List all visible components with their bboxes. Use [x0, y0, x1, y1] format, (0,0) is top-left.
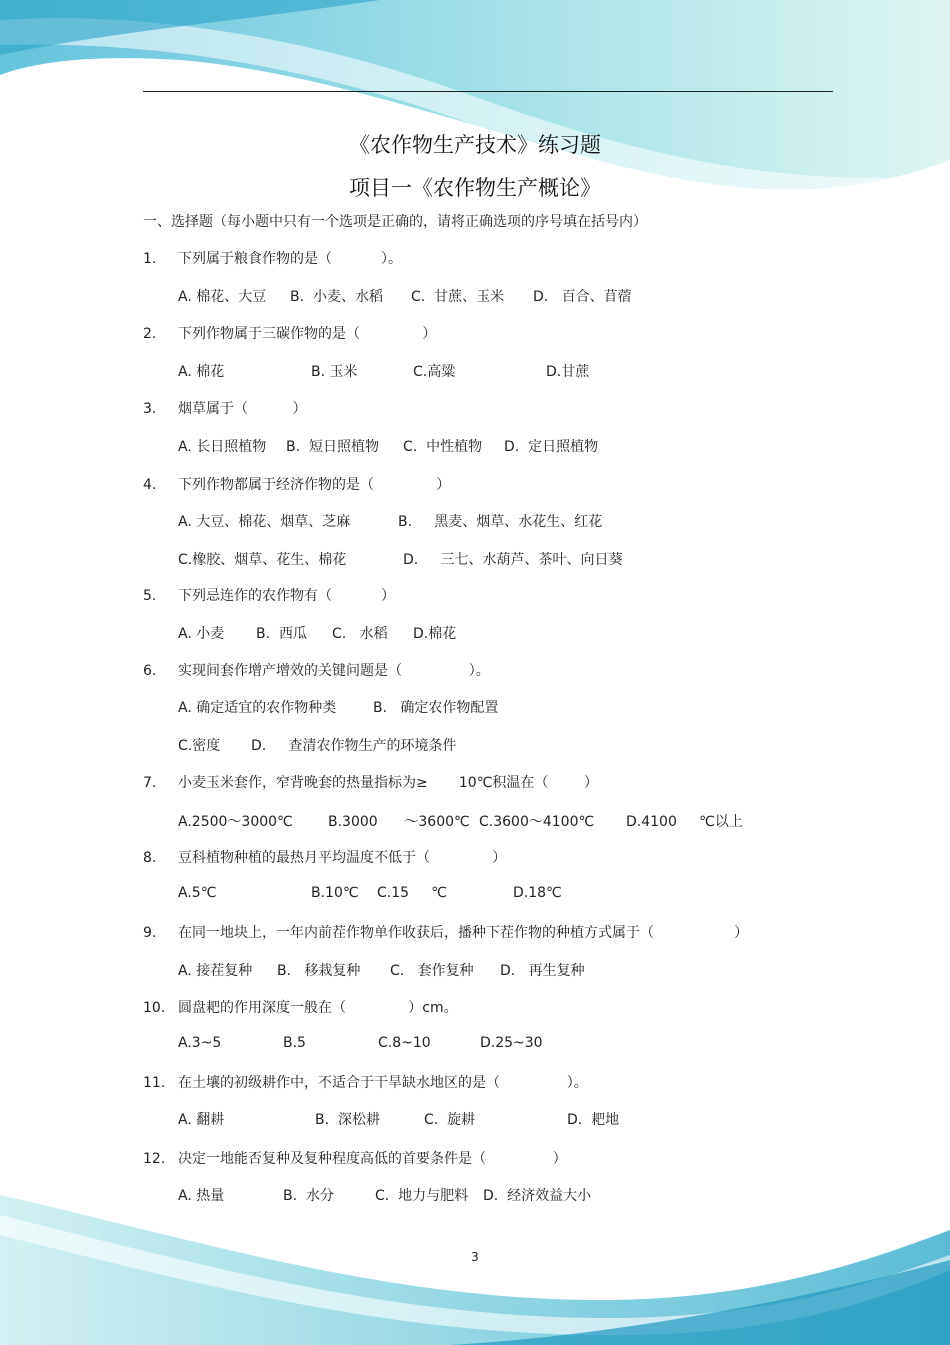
- option-3a: A. 长日照植物: [178, 439, 267, 455]
- option-10a: A.3~5: [178, 1035, 222, 1051]
- option-10b: B.5: [283, 1035, 306, 1051]
- question-number: 10.: [143, 1000, 166, 1016]
- document-subtitle: 项目一《农作物生产概论》: [349, 176, 601, 200]
- question-text: 实现间套作增产增效的关键问题是（ ）。: [178, 663, 490, 679]
- question-number: 7.: [143, 775, 157, 791]
- option-6b: B. 确定农作物配置: [373, 700, 499, 716]
- option-7d: D.4100 ℃以上: [626, 814, 743, 830]
- question-number: 2.: [143, 326, 157, 342]
- option-11a: A. 翻耕: [178, 1112, 225, 1128]
- question-7: [143, 772, 598, 792]
- question-number: 5.: [143, 588, 157, 604]
- question-number: 11.: [143, 1075, 166, 1091]
- document-title: 《农作物生产技术》练习题: [349, 133, 601, 157]
- option-5b: B. 西瓜: [256, 626, 307, 642]
- option-4b: B. 黑麦、烟草、水花生、红花: [398, 514, 603, 530]
- option-5c: C. 水稻: [332, 626, 388, 642]
- option-3d: D. 定日照植物: [504, 439, 599, 455]
- question-text: 豆科植物种植的最热月平均温度不低于（ ）: [178, 850, 507, 866]
- option-6a: A. 确定适宜的农作物种类: [178, 700, 337, 716]
- option-8a: A.5℃: [178, 885, 217, 901]
- option-8b: B.10℃: [311, 885, 359, 901]
- option-8c: C.15 ℃: [377, 885, 448, 901]
- question-text: 下列忌连作的农作物有（ ）: [178, 588, 395, 604]
- question-3: [143, 398, 307, 418]
- question-10: [143, 997, 458, 1017]
- question-text: 下列作物属于三碳作物的是（ ）: [178, 326, 437, 342]
- option-9b: B. 移栽复种: [277, 963, 361, 979]
- question-8: [143, 847, 506, 867]
- option-5d: D.棉花: [413, 626, 457, 642]
- option-11d: D. 耙地: [567, 1112, 620, 1128]
- question-number: 3.: [143, 401, 157, 417]
- question-1: [143, 248, 402, 268]
- option-7b: B.3000 ～3600℃: [328, 814, 470, 830]
- question-number: 6.: [143, 663, 157, 679]
- question-text: 小麦玉米套作，窄背晚套的热量指标为≥ 10℃积温在（ ）: [178, 775, 599, 791]
- option-6d: D. 查清农作物生产的环境条件: [251, 738, 457, 754]
- option-2c: C.高粱: [413, 364, 456, 380]
- option-4c: C.橡胶、烟草、花生、棉花: [178, 552, 347, 568]
- question-text: 决定一地能否复种及复种程度高低的首要条件是（ ）: [178, 1151, 567, 1167]
- option-1d: D. 百合、苜蓿: [533, 289, 632, 305]
- option-1c: C. 甘蔗、玉米: [411, 289, 505, 305]
- question-5: [143, 585, 395, 605]
- option-8d: D.18℃: [513, 885, 562, 901]
- option-9d: D. 再生复种: [500, 963, 585, 979]
- option-3c: C. 中性植物: [403, 439, 483, 455]
- option-5a: A. 小麦: [178, 626, 225, 642]
- header-rule: [143, 91, 833, 92]
- question-number: 1.: [143, 251, 157, 267]
- option-1b: B. 小麦、水稻: [290, 289, 383, 305]
- option-2d: D.甘蔗: [546, 364, 590, 380]
- option-2b: B. 玉米: [311, 364, 358, 380]
- question-9: [143, 922, 748, 942]
- question-text: 下列作物都属于经济作物的是（ ）: [178, 477, 451, 493]
- question-text: 烟草属于（ ）: [178, 401, 307, 417]
- option-11c: C. 旋耕: [424, 1112, 476, 1128]
- option-11b: B. 深松耕: [315, 1112, 380, 1128]
- question-number: 4.: [143, 477, 157, 493]
- section-heading: 一、选择题（每小题中只有一个选项是正确的，请将正确选项的序号填在括号内）: [143, 214, 647, 230]
- option-9a: A. 接茬复种: [178, 963, 253, 979]
- question-number: 12.: [143, 1151, 166, 1167]
- question-6: [143, 660, 490, 680]
- page-number: 3: [471, 1250, 479, 1264]
- option-4d: D. 三七、水葫芦、茶叶、向日葵: [403, 552, 623, 568]
- question-text: 在土壤的初级耕作中，不适合于干旱缺水地区的是（ ）。: [178, 1075, 588, 1091]
- question-4: [143, 474, 450, 494]
- question-text: 在同一地块上，一年内前茬作物单作收获后，播种下茬作物的种植方式属于（ ）: [178, 925, 749, 941]
- option-12d: D. 经济效益大小: [483, 1188, 592, 1204]
- question-12: [143, 1148, 567, 1168]
- question-number: 9.: [143, 925, 157, 941]
- option-12c: C. 地力与肥料: [375, 1188, 469, 1204]
- option-12b: B. 水分: [283, 1188, 334, 1204]
- option-2a: A. 棉花: [178, 364, 225, 380]
- option-4a: A. 大豆、棉花、烟草、芝麻: [178, 514, 351, 530]
- option-10c: C.8~10: [378, 1035, 431, 1051]
- option-7c: C.3600～4100℃: [479, 814, 595, 830]
- question-2: [143, 323, 436, 343]
- option-1a: A. 棉花、大豆: [178, 289, 267, 305]
- question-text: 下列属于粮食作物的是（ ）。: [178, 251, 402, 267]
- question-number: 8.: [143, 850, 157, 866]
- question-11: [143, 1072, 588, 1092]
- option-10d: D.25~30: [480, 1035, 543, 1051]
- option-3b: B. 短日照植物: [286, 439, 379, 455]
- question-text: 圆盘耙的作用深度一般在（ ）cm。: [178, 1000, 458, 1016]
- option-12a: A. 热量: [178, 1188, 225, 1204]
- option-7a: A.2500～3000℃: [178, 814, 293, 830]
- option-6c: C.密度: [178, 738, 221, 754]
- option-9c: C. 套作复种: [390, 963, 474, 979]
